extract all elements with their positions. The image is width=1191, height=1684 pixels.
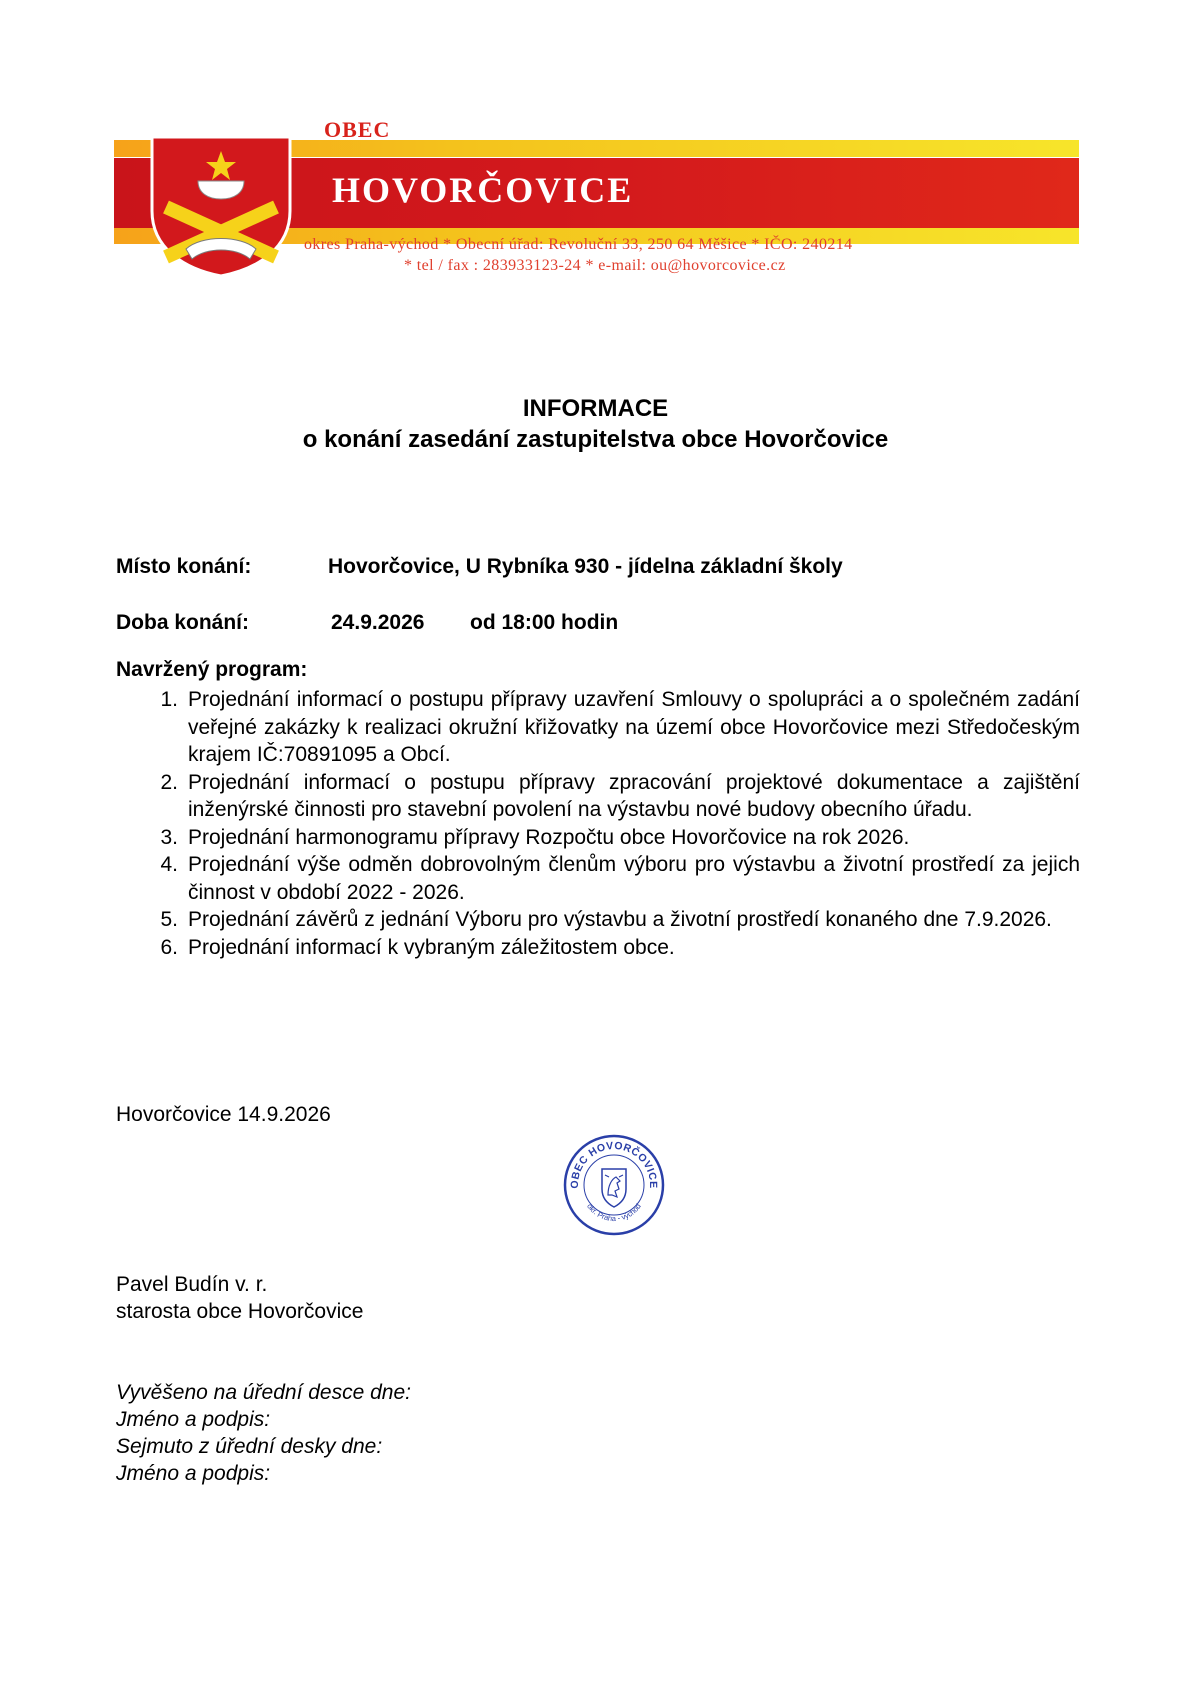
letterhead <box>114 115 1079 280</box>
meeting-hour: od 18:00 hodin <box>470 611 619 634</box>
program-item <box>148 851 1080 906</box>
place-and-date: Hovorčovice 14.9.2026 <box>116 1103 331 1126</box>
name-signature-label: Jméno a podpis: <box>116 1408 271 1431</box>
program-item-text: Projednání harmonogramu přípravy Rozpočtu obce Hovorčovice na rok 2026. <box>188 825 910 849</box>
program-list <box>148 686 1080 961</box>
signatory-name: Pavel Budín v. r. <box>116 1273 268 1296</box>
program-item-number: 2. <box>160 770 178 794</box>
venue-value: Hovorčovice, U Rybníka 930 - jídelna základní školy <box>328 555 843 578</box>
program-item-text: Projednání informací o postupu přípravy uzavření Smlouvy o spolupráci a o společném zadání veřejné zakázky k realizaci okružní křižovatky na území obce Hovorčovice mezi Středočeským krajem IČ:70891095 a Obcí. <box>188 688 1080 766</box>
svg-text:okr. Praha - východ: okr. Praha - východ <box>585 1201 643 1224</box>
venue-label: Místo konání: <box>116 555 252 578</box>
program-item-number: 3. <box>160 825 178 849</box>
posted-label: Vyvěšeno na úřední desce dne: <box>116 1381 411 1404</box>
program-item-number: 5. <box>160 908 178 931</box>
official-stamp-icon <box>562 1133 666 1237</box>
program-item-number: 6. <box>160 935 178 959</box>
program-item <box>148 686 1080 769</box>
program-item-text: Projednání informací k vybraným záležitostem obce. <box>188 935 675 959</box>
program-item <box>148 934 1080 962</box>
coat-of-arms-icon <box>146 133 296 278</box>
time-label: Doba konání: <box>116 611 250 634</box>
letterhead-address: okres Praha-východ * Obecní úřad: Revoluční 33, 250 64 Měšice * IČO: 240214 <box>304 236 853 253</box>
program-item <box>148 769 1080 824</box>
letterhead-municipality-name: HOVORČOVICE <box>332 170 634 210</box>
svg-text:OBEC HOVORČOVICE: OBEC HOVORČOVICE <box>568 1139 660 1189</box>
program-item-text: Projednání závěrů z jednání Výboru pro výstavbu a životní prostředí konaného dne 7.9.2026. <box>188 908 1052 931</box>
name-signature-label: Jméno a podpis: <box>116 1462 271 1485</box>
program-item-text: Projednání informací o postupu přípravy zpracování projektové dokumentace a zajištění inženýrské činnosti pro stavební povolení na výstavbu nové budovy obecního úřadu. <box>188 770 1080 821</box>
letterhead-obec: OBEC <box>324 117 391 142</box>
signatory-role: starosta obce Hovorčovice <box>116 1300 364 1323</box>
notice-board-section <box>116 1379 411 1487</box>
meeting-date: 24.9.2026 <box>331 611 425 634</box>
document-subtitle: o konání zasedání zastupitelstva obce Hovorčovice <box>302 426 889 453</box>
program-item <box>148 906 1080 934</box>
program-item-number: 4. <box>160 853 178 876</box>
program-item-number: 1. <box>160 688 178 711</box>
document-heading <box>0 393 1191 455</box>
letterhead-contact: * tel / fax : 283933123-24 * e-mail: ou@hovorcovice.cz <box>404 257 786 274</box>
program-title: Navržený program: <box>116 658 308 681</box>
program-item <box>148 824 1080 852</box>
document-title: INFORMACE <box>522 395 669 422</box>
program-item-text: Projednání výše odměn dobrovolným členům výboru pro výstavbu a životní prostředí za jejich činnost v období 2022 - 2026. <box>188 853 1080 904</box>
removed-label: Sejmuto z úřední desky dne: <box>116 1435 383 1458</box>
